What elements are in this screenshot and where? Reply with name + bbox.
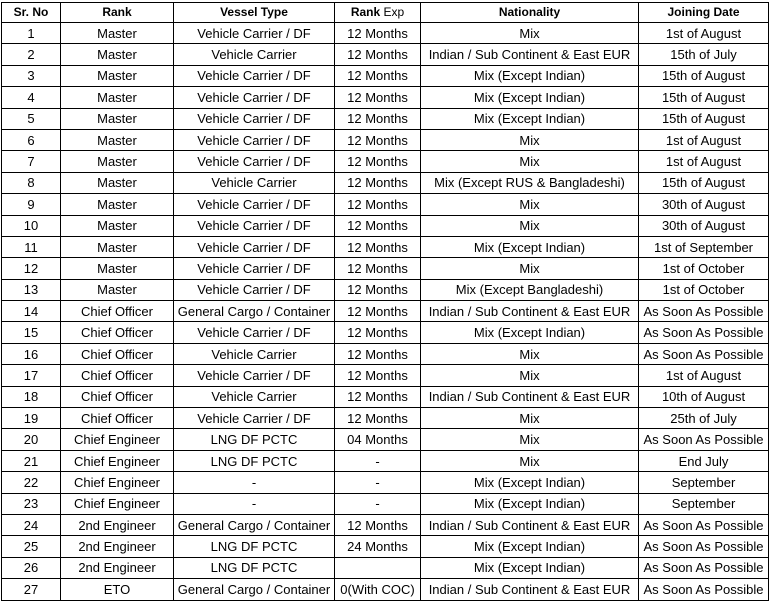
cell-nationality: Mix (Except Indian) — [421, 65, 639, 86]
cell-joining-date: 1st of August — [639, 365, 769, 386]
cell-rank: Master — [61, 87, 174, 108]
cell-sr-no: 4 — [2, 87, 61, 108]
cell-sr-no: 15 — [2, 322, 61, 343]
table-row — [2, 365, 769, 386]
cell-nationality: Mix — [421, 23, 639, 44]
cell-sr-no: 17 — [2, 365, 61, 386]
cell-rank: Chief Engineer — [61, 429, 174, 450]
cell-sr-no: 7 — [2, 151, 61, 172]
cell-sr-no: 25 — [2, 536, 61, 557]
header-rank-exp — [335, 3, 421, 23]
table-row — [2, 472, 769, 493]
cell-sr-no: 23 — [2, 493, 61, 514]
cell-rank-exp: 12 Months — [335, 408, 421, 429]
cell-nationality: Mix — [421, 343, 639, 364]
table-row — [2, 172, 769, 193]
header-rank-exp-exp: Exp — [383, 5, 405, 19]
cell-sr-no: 10 — [2, 215, 61, 236]
cell-sr-no: 27 — [2, 579, 61, 600]
cell-sr-no: 9 — [2, 194, 61, 215]
cell-rank: Master — [61, 258, 174, 279]
table-row — [2, 65, 769, 86]
header-joining-date: Joining Date — [639, 3, 769, 23]
cell-rank: Master — [61, 236, 174, 257]
cell-joining-date: As Soon As Possible — [639, 301, 769, 322]
cell-nationality: Mix — [421, 129, 639, 150]
cell-sr-no: 21 — [2, 450, 61, 471]
cell-rank: Chief Engineer — [61, 450, 174, 471]
cell-rank-exp: 12 Months — [335, 279, 421, 300]
cell-nationality: Mix (Except Indian) — [421, 536, 639, 557]
cell-rank: Chief Officer — [61, 408, 174, 429]
cell-rank: Master — [61, 151, 174, 172]
cell-sr-no: 26 — [2, 557, 61, 578]
cell-sr-no: 18 — [2, 386, 61, 407]
cell-vessel-type: Vehicle Carrier / DF — [174, 236, 335, 257]
vacancy-table — [1, 2, 769, 601]
table-row — [2, 322, 769, 343]
cell-joining-date: September — [639, 493, 769, 514]
cell-rank-exp: 12 Months — [335, 194, 421, 215]
cell-sr-no: 3 — [2, 65, 61, 86]
cell-joining-date: 1st of August — [639, 151, 769, 172]
table-row — [2, 194, 769, 215]
table-row — [2, 129, 769, 150]
cell-nationality: Mix — [421, 215, 639, 236]
table-row — [2, 579, 769, 600]
cell-joining-date: 15th of August — [639, 65, 769, 86]
cell-rank-exp: 12 Months — [335, 215, 421, 236]
cell-joining-date: As Soon As Possible — [639, 322, 769, 343]
cell-rank: Master — [61, 215, 174, 236]
header-rank-exp-rank: Rank — [350, 5, 381, 19]
cell-rank-exp: 12 Months — [335, 301, 421, 322]
cell-joining-date: 15th of August — [639, 87, 769, 108]
cell-rank: 2nd Engineer — [61, 557, 174, 578]
cell-nationality: Mix (Except RUS & Bangladeshi) — [421, 172, 639, 193]
cell-rank-exp: 12 Months — [335, 386, 421, 407]
header-vessel-type: Vessel Type — [174, 3, 335, 23]
cell-vessel-type: Vehicle Carrier — [174, 386, 335, 407]
cell-rank-exp: 24 Months — [335, 536, 421, 557]
cell-vessel-type: Vehicle Carrier / DF — [174, 365, 335, 386]
cell-rank: Master — [61, 108, 174, 129]
cell-nationality: Mix (Except Indian) — [421, 87, 639, 108]
cell-joining-date: 15th of August — [639, 108, 769, 129]
cell-vessel-type: General Cargo / Container — [174, 514, 335, 535]
cell-rank: Master — [61, 194, 174, 215]
cell-nationality: Mix (Except Indian) — [421, 493, 639, 514]
cell-joining-date: As Soon As Possible — [639, 557, 769, 578]
cell-vessel-type: Vehicle Carrier / DF — [174, 279, 335, 300]
cell-vessel-type: Vehicle Carrier / DF — [174, 151, 335, 172]
cell-rank-exp: 12 Months — [335, 87, 421, 108]
cell-vessel-type: LNG DF PCTC — [174, 450, 335, 471]
table-row — [2, 429, 769, 450]
table-row — [2, 514, 769, 535]
cell-nationality: Indian / Sub Continent & East EUR — [421, 514, 639, 535]
cell-vessel-type: General Cargo / Container — [174, 579, 335, 600]
cell-nationality: Mix (Except Indian) — [421, 557, 639, 578]
cell-sr-no: 16 — [2, 343, 61, 364]
cell-nationality: Mix — [421, 194, 639, 215]
table-row — [2, 258, 769, 279]
cell-joining-date: 1st of August — [639, 23, 769, 44]
cell-joining-date: 30th of August — [639, 215, 769, 236]
cell-rank-exp: 12 Months — [335, 172, 421, 193]
cell-rank-exp: 12 Months — [335, 258, 421, 279]
cell-rank: Master — [61, 65, 174, 86]
cell-rank-exp: - — [335, 450, 421, 471]
cell-nationality: Mix — [421, 450, 639, 471]
cell-rank: Chief Engineer — [61, 472, 174, 493]
cell-rank-exp: 12 Months — [335, 129, 421, 150]
cell-vessel-type: - — [174, 472, 335, 493]
cell-joining-date: As Soon As Possible — [639, 579, 769, 600]
cell-rank: Chief Officer — [61, 322, 174, 343]
cell-vessel-type: Vehicle Carrier / DF — [174, 65, 335, 86]
cell-rank-exp: 12 Months — [335, 365, 421, 386]
cell-joining-date: 1st of October — [639, 258, 769, 279]
cell-rank: Chief Officer — [61, 386, 174, 407]
table-row — [2, 44, 769, 65]
table-row — [2, 236, 769, 257]
cell-vessel-type: LNG DF PCTC — [174, 557, 335, 578]
cell-nationality: Indian / Sub Continent & East EUR — [421, 579, 639, 600]
cell-rank: ETO — [61, 579, 174, 600]
cell-sr-no: 12 — [2, 258, 61, 279]
cell-sr-no: 2 — [2, 44, 61, 65]
cell-rank: 2nd Engineer — [61, 514, 174, 535]
cell-vessel-type: Vehicle Carrier / DF — [174, 129, 335, 150]
cell-vessel-type: Vehicle Carrier / DF — [174, 87, 335, 108]
cell-nationality: Mix (Except Indian) — [421, 236, 639, 257]
cell-rank: Master — [61, 23, 174, 44]
cell-vessel-type: LNG DF PCTC — [174, 429, 335, 450]
cell-vessel-type: LNG DF PCTC — [174, 536, 335, 557]
cell-nationality: Indian / Sub Continent & East EUR — [421, 44, 639, 65]
cell-rank: Chief Officer — [61, 343, 174, 364]
cell-rank: Chief Officer — [61, 301, 174, 322]
cell-sr-no: 24 — [2, 514, 61, 535]
cell-sr-no: 14 — [2, 301, 61, 322]
cell-sr-no: 11 — [2, 236, 61, 257]
cell-rank-exp: 12 Months — [335, 108, 421, 129]
table-row — [2, 215, 769, 236]
cell-rank: Chief Engineer — [61, 493, 174, 514]
cell-vessel-type: Vehicle Carrier / DF — [174, 215, 335, 236]
cell-nationality: Mix (Except Bangladeshi) — [421, 279, 639, 300]
cell-rank-exp: 04 Months — [335, 429, 421, 450]
table-row — [2, 408, 769, 429]
cell-nationality: Indian / Sub Continent & East EUR — [421, 301, 639, 322]
cell-nationality: Mix — [421, 365, 639, 386]
header-row — [2, 3, 769, 23]
cell-joining-date: 1st of September — [639, 236, 769, 257]
table-row — [2, 87, 769, 108]
cell-rank-exp: 12 Months — [335, 23, 421, 44]
cell-joining-date: September — [639, 472, 769, 493]
table-row — [2, 536, 769, 557]
cell-nationality: Mix (Except Indian) — [421, 322, 639, 343]
header-nationality: Nationality — [421, 3, 639, 23]
cell-sr-no: 19 — [2, 408, 61, 429]
cell-nationality: Mix — [421, 151, 639, 172]
cell-joining-date: As Soon As Possible — [639, 429, 769, 450]
cell-rank-exp: 12 Months — [335, 236, 421, 257]
cell-rank: Master — [61, 279, 174, 300]
cell-joining-date: 25th of July — [639, 408, 769, 429]
cell-vessel-type: - — [174, 493, 335, 514]
table-row — [2, 493, 769, 514]
cell-rank: Chief Officer — [61, 365, 174, 386]
cell-vessel-type: Vehicle Carrier / DF — [174, 108, 335, 129]
table-row — [2, 557, 769, 578]
cell-vessel-type: General Cargo / Container — [174, 301, 335, 322]
cell-sr-no: 1 — [2, 23, 61, 44]
cell-rank: Master — [61, 172, 174, 193]
cell-vessel-type: Vehicle Carrier / DF — [174, 258, 335, 279]
table-row — [2, 279, 769, 300]
cell-joining-date: 15th of July — [639, 44, 769, 65]
cell-rank-exp: 12 Months — [335, 44, 421, 65]
cell-sr-no: 8 — [2, 172, 61, 193]
cell-joining-date: As Soon As Possible — [639, 514, 769, 535]
table-row — [2, 386, 769, 407]
cell-joining-date: 15th of August — [639, 172, 769, 193]
cell-rank-exp: 12 Months — [335, 514, 421, 535]
cell-vessel-type: Vehicle Carrier / DF — [174, 194, 335, 215]
cell-joining-date: 1st of October — [639, 279, 769, 300]
cell-joining-date: 10th of August — [639, 386, 769, 407]
cell-joining-date: 1st of August — [639, 129, 769, 150]
cell-rank: 2nd Engineer — [61, 536, 174, 557]
header-sr-no: Sr. No — [2, 3, 61, 23]
cell-joining-date: As Soon As Possible — [639, 536, 769, 557]
cell-rank-exp: 12 Months — [335, 151, 421, 172]
table-row — [2, 301, 769, 322]
cell-rank-exp: 12 Months — [335, 343, 421, 364]
cell-joining-date: 30th of August — [639, 194, 769, 215]
cell-vessel-type: Vehicle Carrier — [174, 343, 335, 364]
cell-sr-no: 22 — [2, 472, 61, 493]
table-row — [2, 23, 769, 44]
cell-nationality: Mix — [421, 429, 639, 450]
cell-nationality: Mix (Except Indian) — [421, 472, 639, 493]
cell-rank-exp: 12 Months — [335, 65, 421, 86]
cell-nationality: Mix — [421, 258, 639, 279]
table-row — [2, 343, 769, 364]
cell-vessel-type: Vehicle Carrier / DF — [174, 23, 335, 44]
cell-vessel-type: Vehicle Carrier — [174, 172, 335, 193]
cell-joining-date: As Soon As Possible — [639, 343, 769, 364]
cell-sr-no: 13 — [2, 279, 61, 300]
cell-rank: Master — [61, 129, 174, 150]
table-row — [2, 151, 769, 172]
cell-rank-exp: - — [335, 493, 421, 514]
cell-nationality: Indian / Sub Continent & East EUR — [421, 386, 639, 407]
cell-vessel-type: Vehicle Carrier / DF — [174, 322, 335, 343]
cell-vessel-type: Vehicle Carrier / DF — [174, 408, 335, 429]
table-row — [2, 108, 769, 129]
header-rank: Rank — [61, 3, 174, 23]
cell-rank-exp: 12 Months — [335, 322, 421, 343]
cell-joining-date: End July — [639, 450, 769, 471]
cell-sr-no: 20 — [2, 429, 61, 450]
cell-rank-exp: 0(With COC) — [335, 579, 421, 600]
cell-rank-exp: - — [335, 472, 421, 493]
cell-vessel-type: Vehicle Carrier — [174, 44, 335, 65]
cell-nationality: Mix — [421, 408, 639, 429]
cell-rank-exp — [335, 557, 421, 578]
cell-nationality: Mix (Except Indian) — [421, 108, 639, 129]
cell-rank: Master — [61, 44, 174, 65]
cell-sr-no: 5 — [2, 108, 61, 129]
cell-sr-no: 6 — [2, 129, 61, 150]
table-row — [2, 450, 769, 471]
